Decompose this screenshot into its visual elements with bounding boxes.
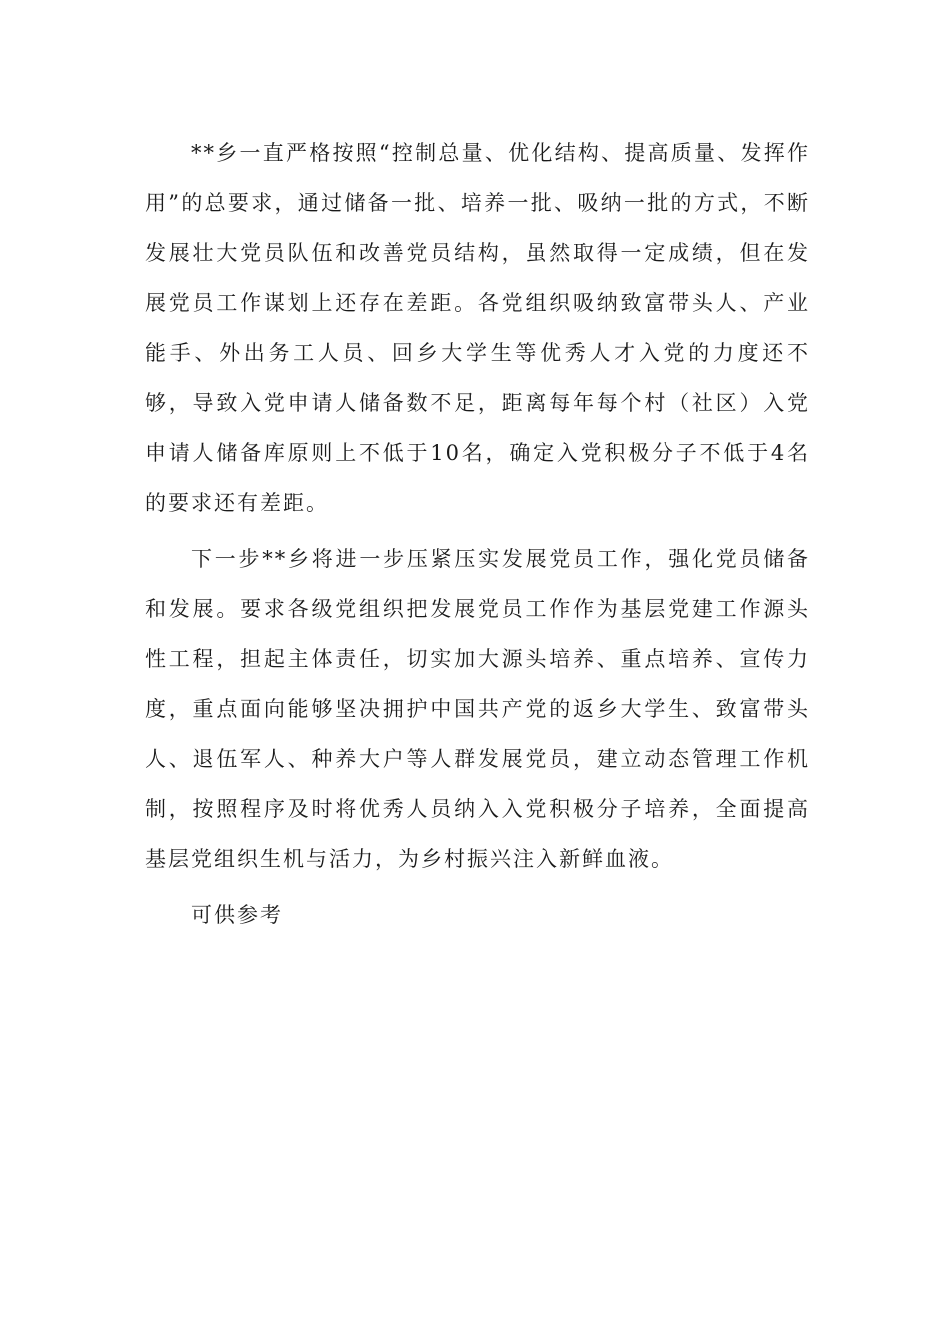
paragraph-2: 下一步**乡将进一步压紧压实发展党员工作，强化党员储备和发展。要求各级党组织把发展党员工作作为基层党建工作源头性工程，担起主体责任，切实加大源头培养、重点培养、宣传力度，重点面向能够坚决拥护中国共产党的返乡大学生、致富带头人、退伍军人、种养大户等人群发展党员，建立动态管理工作机制，按照程序及时将优秀人员纳入入党积极分子培养，全面提高基层党组织生机与活力，为乡村振兴注入新鲜血液。 (145, 547, 810, 871)
paragraph-1: **乡一直严格按照“控制总量、优化结构、提高质量、发挥作用”的总要求，通过储备一批、培养一批、吸纳一批的方式，不断发展壮大党员队伍和改善党员结构，虽然取得一定成绩，但在发展党员工作谋划上还存在差距。各党组织吸纳致富带头人、产业能手、外出务工人员、回乡大学生等优秀人才入党的力度还不够，导致入党申请人储备数不足，距离每年每个村（社区）入党申请人储备库原则上不低于10名，确定入党积极分子不低于4名的要求还有差距。 (145, 141, 810, 515)
document-body (145, 128, 810, 940)
closing-note: 可供参考 (191, 903, 283, 927)
